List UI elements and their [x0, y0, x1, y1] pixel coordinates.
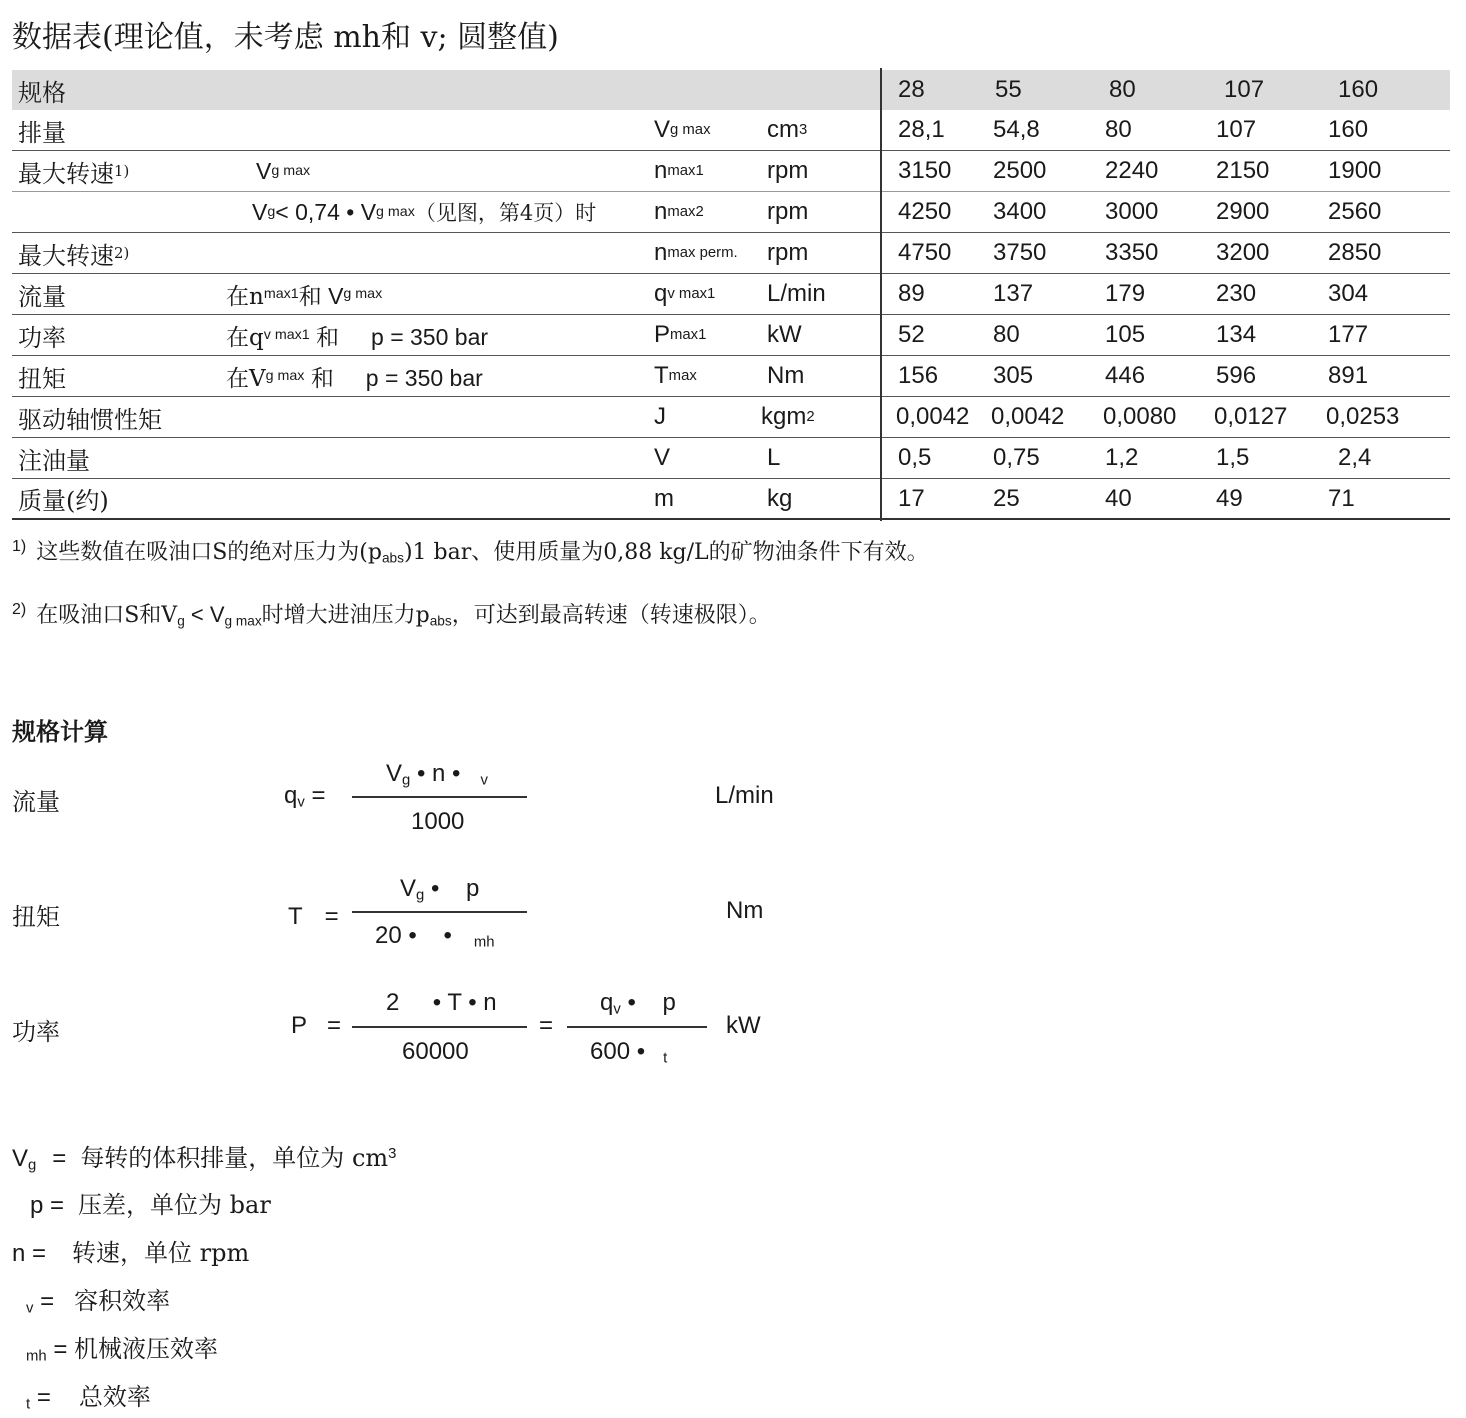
row-value: 305	[993, 362, 1034, 389]
row-value: 0,0253	[1326, 403, 1400, 430]
row-value: 3400	[993, 198, 1047, 225]
formula-lhs: T =	[288, 903, 339, 930]
formula-unit: kW	[726, 1012, 761, 1039]
formula-numerator-2: $q_v$ • p	[600, 989, 676, 1018]
row-unit: kgm 2	[761, 403, 815, 430]
row-name: 扭矩	[18, 364, 66, 393]
row-symbol: m	[654, 484, 674, 512]
section-heading: 规格计算	[12, 717, 108, 746]
table-row	[12, 192, 1450, 233]
row-condition: 在V g max 和 p = 350 bar	[226, 364, 483, 392]
row-value: 3000	[1105, 198, 1159, 225]
row-name: 流量	[18, 282, 66, 311]
row-value: 134	[1216, 321, 1257, 348]
row-name: 注油量	[18, 446, 90, 475]
row-name: 最大转速 1)	[18, 159, 130, 188]
row-value: 4750	[898, 239, 952, 266]
row-unit: rpm	[767, 198, 809, 225]
column-divider	[880, 68, 882, 521]
row-value: 1900	[1328, 157, 1382, 184]
formula-denominator: 1000	[411, 808, 465, 835]
row-name: 驱动轴惯性矩	[18, 405, 162, 434]
row-value: 0,0080	[1103, 403, 1177, 430]
formula-equals: =	[539, 1012, 554, 1039]
row-value: 0,0042	[991, 403, 1065, 430]
formula-unit: Nm	[726, 897, 764, 924]
fraction-bar	[352, 796, 527, 798]
formula-denominator-2: 600 • $_t$	[590, 1038, 668, 1067]
row-value: 89	[898, 280, 925, 307]
table-row	[12, 438, 1450, 479]
page-title: 数据表(理论值，未考虑 mh和 v; 圆整值)	[12, 20, 559, 55]
row-value: 2900	[1216, 198, 1270, 225]
row-value: 52	[898, 321, 925, 348]
row-value: 3750	[993, 239, 1047, 266]
row-value: 49	[1216, 484, 1243, 512]
row-value: 4250	[898, 198, 952, 225]
row-value: 2240	[1105, 157, 1159, 184]
row-value: 137	[993, 280, 1034, 307]
size-header: 160	[1338, 76, 1379, 103]
table-row	[12, 356, 1450, 397]
row-name: 排量	[18, 118, 66, 147]
row-unit: rpm	[767, 239, 809, 266]
row-value: 304	[1328, 280, 1369, 307]
row-symbol: P max1	[654, 321, 707, 348]
definition-item: $_v$ = 容积效率	[26, 1287, 171, 1317]
row-value: 2500	[993, 157, 1047, 184]
row-value: 0,75	[993, 444, 1040, 471]
row-value: 40	[1105, 484, 1132, 512]
size-header: 80	[1109, 76, 1136, 103]
row-value: 2,4	[1338, 444, 1372, 471]
formula-denominator: 20 • • $_{mh}$	[375, 922, 495, 951]
spec-table	[12, 70, 1450, 520]
row-value: 156	[898, 362, 939, 389]
table-row	[12, 274, 1450, 315]
formula-label: 扭矩	[12, 903, 60, 931]
row-value: 230	[1216, 280, 1257, 307]
row-value: 54,8	[993, 116, 1040, 143]
row-value: 1,2	[1105, 444, 1139, 471]
row-symbol: q v max1	[654, 280, 716, 307]
row-unit: Nm	[767, 362, 805, 389]
row-symbol: J	[654, 403, 666, 430]
formula-denominator: 60000	[402, 1038, 469, 1065]
row-value: 2150	[1216, 157, 1270, 184]
size-header: 28	[898, 76, 925, 103]
row-value: 3150	[898, 157, 952, 184]
row-value: 596	[1216, 362, 1257, 389]
row-value: 177	[1328, 321, 1369, 348]
table-row	[12, 151, 1450, 192]
row-value: 107	[1216, 116, 1257, 143]
row-value: 446	[1105, 362, 1146, 389]
formula-label: 流量	[12, 788, 60, 816]
row-value: 25	[993, 484, 1020, 512]
row-condition: 在n max1 和 V g max	[226, 282, 383, 310]
row-symbol: V g max	[654, 116, 711, 143]
definition-item: $_t$ = 总效率	[26, 1383, 151, 1413]
formula-numerator: $V_g$ • n • $_v$	[386, 760, 488, 789]
row-unit: kg	[767, 484, 793, 512]
row-value: 2850	[1328, 239, 1382, 266]
fraction-bar	[352, 911, 527, 913]
size-header: 107	[1224, 76, 1265, 103]
table-row	[12, 315, 1450, 356]
formula-numerator: 2 • T • n	[386, 989, 497, 1016]
row-value: 3200	[1216, 239, 1270, 266]
row-value: 80	[1105, 116, 1132, 143]
row-value: 3350	[1105, 239, 1159, 266]
size-header: 55	[995, 76, 1022, 103]
formula-label: 功率	[12, 1018, 60, 1046]
formula-numerator: $V_g$ • p	[400, 875, 480, 904]
row-unit: kW	[767, 321, 802, 348]
row-condition: 在q v max1 和 p = 350 bar	[226, 323, 489, 351]
row-value: 1,5	[1216, 444, 1250, 471]
formula-unit: L/min	[715, 782, 774, 809]
row-unit: L/min	[767, 280, 826, 307]
row-value: 17	[898, 484, 925, 512]
row-value: 0,0042	[896, 403, 970, 430]
row-value: 0,0127	[1214, 403, 1288, 430]
row-symbol: n max perm.	[654, 239, 738, 266]
row-symbol: n max2	[654, 198, 704, 225]
definition-item: n = 转速，单位 rpm	[12, 1239, 250, 1267]
footnote-2: $^{2)}$ 在吸油口S和$V_g < V_{g max}$时增大进油压力$p_{abs}$，可达到最高转速（转速极限）。	[12, 601, 771, 629]
row-value: 80	[993, 321, 1020, 348]
definition-item: $V_g$ = 每转的体积排量，单位为 $cm^3$	[12, 1144, 397, 1174]
fraction-bar	[567, 1026, 707, 1028]
row-value: 28,1	[898, 116, 945, 143]
row-condition: V g max	[256, 157, 311, 184]
formula-lhs: P =	[291, 1012, 342, 1039]
row-symbol: V	[654, 444, 671, 471]
row-value: 160	[1328, 116, 1369, 143]
row-value: 71	[1328, 484, 1355, 512]
row-unit: rpm	[767, 157, 809, 184]
row-value: 891	[1328, 362, 1369, 389]
table-header-row	[12, 70, 1450, 110]
row-value: 0,5	[898, 444, 932, 471]
table-row	[12, 397, 1450, 438]
definition-item: p = 压差，单位为 bar	[30, 1191, 271, 1219]
header-label: 规格	[18, 78, 66, 107]
row-name: 最大转速 2)	[18, 241, 130, 270]
row-unit: cm 3	[767, 116, 808, 143]
table-row	[12, 479, 1450, 520]
row-symbol: n max1	[654, 157, 704, 184]
row-symbol: T max	[654, 362, 697, 389]
row-value: 105	[1105, 321, 1146, 348]
row-name: 质量(约)	[18, 487, 109, 515]
definition-item: $_{mh}$ = 机械液压效率	[26, 1335, 219, 1365]
row-name: 功率	[18, 323, 66, 352]
fraction-bar	[352, 1026, 527, 1028]
table-row	[12, 110, 1450, 151]
row-value: 179	[1105, 280, 1146, 307]
footnote-1: $^{1)}$ 这些数值在吸油口S的绝对压力为$(p_{abs})1$ bar、使用质量为0,88 kg/L的矿物油条件下有效。	[12, 538, 929, 566]
row-value: 2560	[1328, 198, 1382, 225]
row-unit: L	[767, 444, 781, 471]
formula-lhs: $q_v$ =	[284, 782, 326, 811]
table-row	[12, 233, 1450, 274]
row-condition: V g < 0,74 • V g max （见图，第4页）时	[252, 198, 597, 225]
